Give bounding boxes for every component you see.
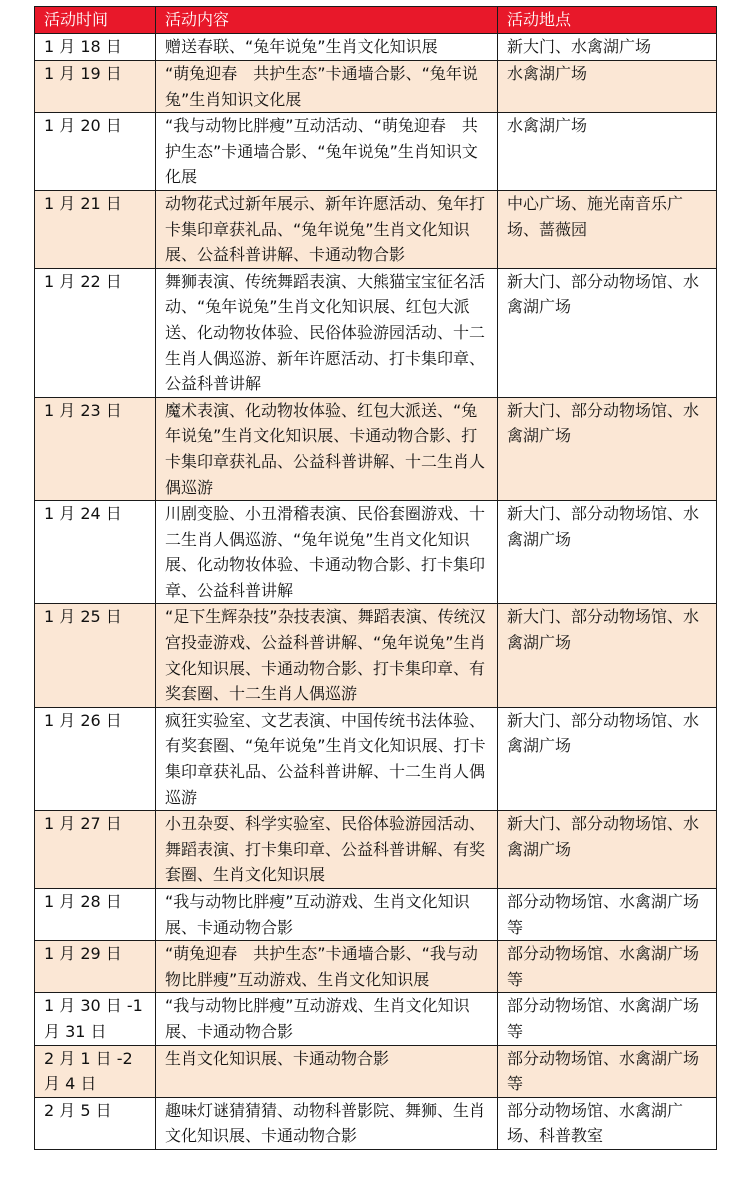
cell-place: 新大门、部分动物场馆、水禽湖广场 — [498, 604, 717, 707]
cell-place: 新大门、部分动物场馆、水禽湖广场 — [498, 268, 717, 397]
cell-date: 1 月 26 日 — [35, 707, 156, 810]
cell-content: 动物花式过新年展示、新年许愿活动、兔年打卡集印章获礼品、“兔年说兔”生肖文化知识展、公益科普讲解、卡通动物合影 — [156, 190, 498, 268]
table-row — [35, 941, 717, 993]
cell-content: 川剧变脸、小丑滑稽表演、民俗套圈游戏、十二生肖人偶巡游、“兔年说兔”生肖文化知识展、化动物妆体验、卡通动物合影、打卡集印章、公益科普讲解 — [156, 501, 498, 604]
cell-date: 1 月 20 日 — [35, 113, 156, 191]
cell-place: 新大门、部分动物场馆、水禽湖广场 — [498, 397, 717, 500]
cell-date: 1 月 23 日 — [35, 397, 156, 500]
table-row — [35, 811, 717, 889]
table-row — [35, 268, 717, 397]
cell-place: 新大门、部分动物场馆、水禽湖广场 — [498, 811, 717, 889]
cell-place: 部分动物场馆、水禽湖广场等 — [498, 1045, 717, 1097]
cell-content: “萌兔迎春 共护生态”卡通墙合影、“我与动物比胖瘦”互动游戏、生肖文化知识展 — [156, 941, 498, 993]
schedule-sheet — [34, 6, 716, 1150]
cell-date: 1 月 24 日 — [35, 501, 156, 604]
cell-content: 小丑杂耍、科学实验室、民俗体验游园活动、舞蹈表演、打卡集印章、公益科普讲解、有奖套圈、生肖文化知识展 — [156, 811, 498, 889]
table-row — [35, 604, 717, 707]
header-content: 活动内容 — [156, 7, 498, 34]
cell-content: 趣味灯谜猜猜猜、动物科普影院、舞狮、生肖文化知识展、卡通动物合影 — [156, 1097, 498, 1149]
cell-date: 2 月 5 日 — [35, 1097, 156, 1149]
cell-content: “萌兔迎春 共护生态”卡通墙合影、“兔年说兔”生肖知识文化展 — [156, 61, 498, 113]
cell-date: 1 月 19 日 — [35, 61, 156, 113]
activity-schedule-table — [34, 6, 717, 1150]
cell-date: 1 月 27 日 — [35, 811, 156, 889]
table-row — [35, 61, 717, 113]
table-row — [35, 1045, 717, 1097]
cell-date: 1 月 22 日 — [35, 268, 156, 397]
header-place: 活动地点 — [498, 7, 717, 34]
cell-place: 部分动物场馆、水禽湖广场、科普教室 — [498, 1097, 717, 1149]
cell-content: “我与动物比胖瘦”互动游戏、生肖文化知识展、卡通动物合影 — [156, 993, 498, 1045]
cell-date: 1 月 21 日 — [35, 190, 156, 268]
cell-place: 水禽湖广场 — [498, 113, 717, 191]
cell-place: 新大门、水禽湖广场 — [498, 34, 717, 61]
cell-content: “我与动物比胖瘦”互动游戏、生肖文化知识展、卡通动物合影 — [156, 889, 498, 941]
table-row — [35, 501, 717, 604]
cell-content: “足下生辉杂技”杂技表演、舞蹈表演、传统汉宫投壶游戏、公益科普讲解、“兔年说兔”生肖文化知识展、卡通动物合影、打卡集印章、有奖套圈、十二生肖人偶巡游 — [156, 604, 498, 707]
cell-date: 1 月 29 日 — [35, 941, 156, 993]
cell-place: 水禽湖广场 — [498, 61, 717, 113]
table-row — [35, 113, 717, 191]
cell-place: 部分动物场馆、水禽湖广场等 — [498, 889, 717, 941]
table-row — [35, 34, 717, 61]
table-row — [35, 707, 717, 810]
cell-date: 1 月 18 日 — [35, 34, 156, 61]
cell-date: 2 月 1 日 -2 月 4 日 — [35, 1045, 156, 1097]
cell-content: 舞狮表演、传统舞蹈表演、大熊猫宝宝征名活动、“兔年说兔”生肖文化知识展、红包大派送、化动物妆体验、民俗体验游园活动、十二生肖人偶巡游、新年许愿活动、打卡集印章、公益科普讲解 — [156, 268, 498, 397]
table-row — [35, 397, 717, 500]
cell-content: 魔术表演、化动物妆体验、红包大派送、“兔年说兔”生肖文化知识展、卡通动物合影、打卡集印章获礼品、公益科普讲解、十二生肖人偶巡游 — [156, 397, 498, 500]
cell-content: 疯狂实验室、文艺表演、中国传统书法体验、有奖套圈、“兔年说兔”生肖文化知识展、打卡集印章获礼品、公益科普讲解、十二生肖人偶巡游 — [156, 707, 498, 810]
cell-place: 新大门、部分动物场馆、水禽湖广场 — [498, 501, 717, 604]
cell-date: 1 月 30 日 -1 月 31 日 — [35, 993, 156, 1045]
table-body — [35, 34, 717, 1150]
header-row — [35, 7, 717, 34]
cell-content: “我与动物比胖瘦”互动活动、“萌兔迎春 共护生态”卡通墙合影、“兔年说兔”生肖知识文化展 — [156, 113, 498, 191]
table-header — [35, 7, 717, 34]
cell-place: 部分动物场馆、水禽湖广场等 — [498, 993, 717, 1045]
header-date: 活动时间 — [35, 7, 156, 34]
table-row — [35, 190, 717, 268]
cell-place: 部分动物场馆、水禽湖广场等 — [498, 941, 717, 993]
cell-date: 1 月 25 日 — [35, 604, 156, 707]
cell-date: 1 月 28 日 — [35, 889, 156, 941]
table-row — [35, 1097, 717, 1149]
cell-content: 生肖文化知识展、卡通动物合影 — [156, 1045, 498, 1097]
cell-content: 赠送春联、“兔年说兔”生肖文化知识展 — [156, 34, 498, 61]
cell-place: 新大门、部分动物场馆、水禽湖广场 — [498, 707, 717, 810]
table-row — [35, 889, 717, 941]
table-row — [35, 993, 717, 1045]
cell-place: 中心广场、施光南音乐广场、蔷薇园 — [498, 190, 717, 268]
